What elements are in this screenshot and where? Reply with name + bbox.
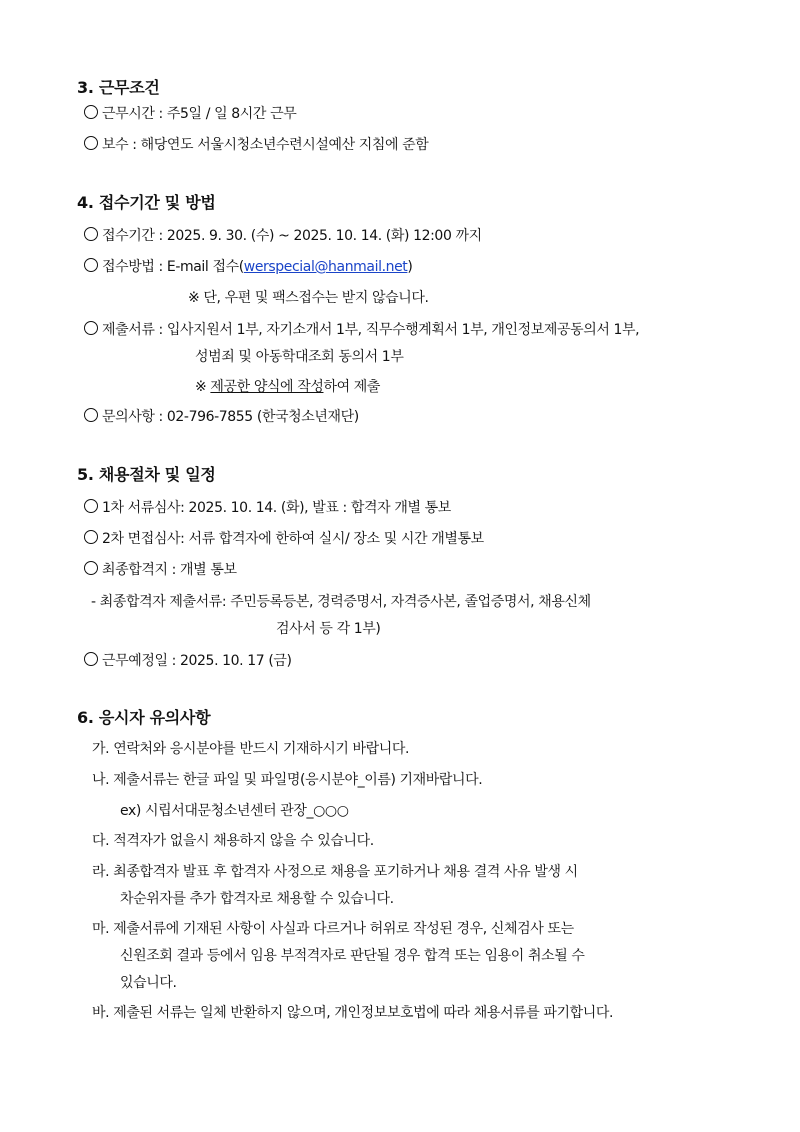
inquiry-text: 문의사항 : 02-796-7855 (한국청소년재단) (102, 409, 359, 425)
work-hours-text: 근무시간 : 주5일 / 일 8시간 근무 (102, 106, 297, 122)
final-notice-item (84, 559, 237, 579)
salary-text: 보수 : 해당연도 서울시청소년수련시설예산 지침에 준함 (102, 137, 429, 153)
circle-bullet-icon (84, 227, 98, 241)
application-method-label: 접수방법 : E-mail 접수( (102, 259, 244, 275)
notice-na-example (120, 800, 349, 820)
application-method-close: ) (407, 259, 413, 275)
start-date-text: 근무예정일 : 2025. 10. 17 (금) (102, 653, 292, 669)
start-date-item (84, 650, 292, 670)
circle-bullet-icon (84, 136, 98, 150)
circle-bullet-icon (84, 652, 98, 666)
notice-ma-line1: 마. 제출서류에 기재된 사항이 사실과 다르거나 허위로 작성된 경우, 신체검사 또는 (92, 921, 574, 937)
notice-ma-line3: 있습니다. (120, 975, 177, 991)
required-docs-item (84, 319, 639, 339)
section-6-title: 6. 응시자 유의사항 (77, 708, 211, 727)
notice-na: 나. 제출서류는 한글 파일 및 파일명(응시분야_이름) 기재바랍니다. (92, 772, 483, 788)
notice-ga: 가. 연락처와 응시분야를 반드시 기재하시기 바랍니다. (92, 741, 410, 757)
required-docs-note-prefix: ※ (195, 379, 211, 395)
notice-na-example-prefix: ex) 시립서대문청소년센터 관장_ (120, 803, 314, 819)
circle-bullet-icon (84, 408, 98, 422)
document-screening-text: 1차 서류심사: 2025. 10. 14. (화), 발표 : 합격자 개별 통보 (102, 500, 451, 516)
circle-bullet-icon (84, 530, 98, 544)
circle-bullet-icon (84, 561, 98, 575)
work-hours-item (84, 103, 296, 123)
application-period-item (84, 225, 482, 245)
circle-bullet-icon (84, 321, 98, 335)
required-docs-note-suffix: 하여 제출 (323, 379, 381, 395)
final-docs-line1: - 최종합격자 제출서류: 주민등록등본, 경력증명서, 자격증사본, 졸업증명서, 채용신체 (91, 594, 591, 610)
required-docs-line1: 입사지원서 1부, 자기소개서 1부, 직무수행계획서 1부, 개인정보제공동의서 1부, (166, 322, 640, 338)
circle-bullet-icon (84, 105, 98, 119)
salary-item (84, 134, 428, 154)
interview-text: 2차 면접심사: 서류 합격자에 한하여 실시/ 장소 및 시간 개별통보 (102, 531, 484, 547)
interview-item (84, 528, 484, 548)
application-method-item (84, 256, 412, 276)
notice-na-example-name: ○○○ (313, 803, 349, 819)
circle-bullet-icon (84, 499, 98, 513)
application-method-note: ※ 단, 우편 및 팩스접수는 받지 않습니다. (188, 290, 429, 306)
notice-da: 다. 적격자가 없을시 채용하지 않을 수 있습니다. (92, 833, 374, 849)
final-notice-text: 최종합격지 : 개별 통보 (102, 562, 237, 578)
required-docs-line2: 성범죄 및 아동학대조회 동의서 1부 (195, 349, 404, 365)
notice-ra-line2: 차순위자를 추가 합격자로 채용할 수 있습니다. (120, 891, 394, 907)
section-4-title: 4. 접수기간 및 방법 (77, 193, 216, 212)
notice-ma-line2: 신원조회 결과 등에서 임용 부적격자로 판단될 경우 합격 또는 임용이 취소될 수 (120, 948, 585, 964)
email-link[interactable]: werspecial@hanmail.net (243, 259, 408, 275)
notice-ba: 바. 제출된 서류는 일체 반환하지 않으며, 개인정보보호법에 따라 채용서류를 파기합니다. (92, 1005, 614, 1021)
application-period-text: 접수기간 : 2025. 9. 30. (수) ~ 2025. 10. 14. (화) 12:00 까지 (102, 228, 482, 244)
circle-bullet-icon (84, 258, 98, 272)
required-docs-note (195, 376, 380, 396)
notice-ra-line1: 라. 최종합격자 발표 후 합격자 사정으로 채용을 포기하거나 채용 결격 사유 발생 시 (92, 864, 578, 880)
required-docs-note-underlined: 제공한 양식에 작성 (210, 379, 324, 395)
section-3-title: 3. 근무조건 (77, 78, 160, 97)
document-screening-item (84, 497, 451, 517)
required-docs-label: 제출서류 : (102, 322, 167, 338)
final-docs-line2: 검사서 등 각 1부) (276, 621, 381, 637)
section-5-title: 5. 채용절차 및 일정 (77, 465, 216, 484)
inquiry-item (84, 406, 359, 426)
